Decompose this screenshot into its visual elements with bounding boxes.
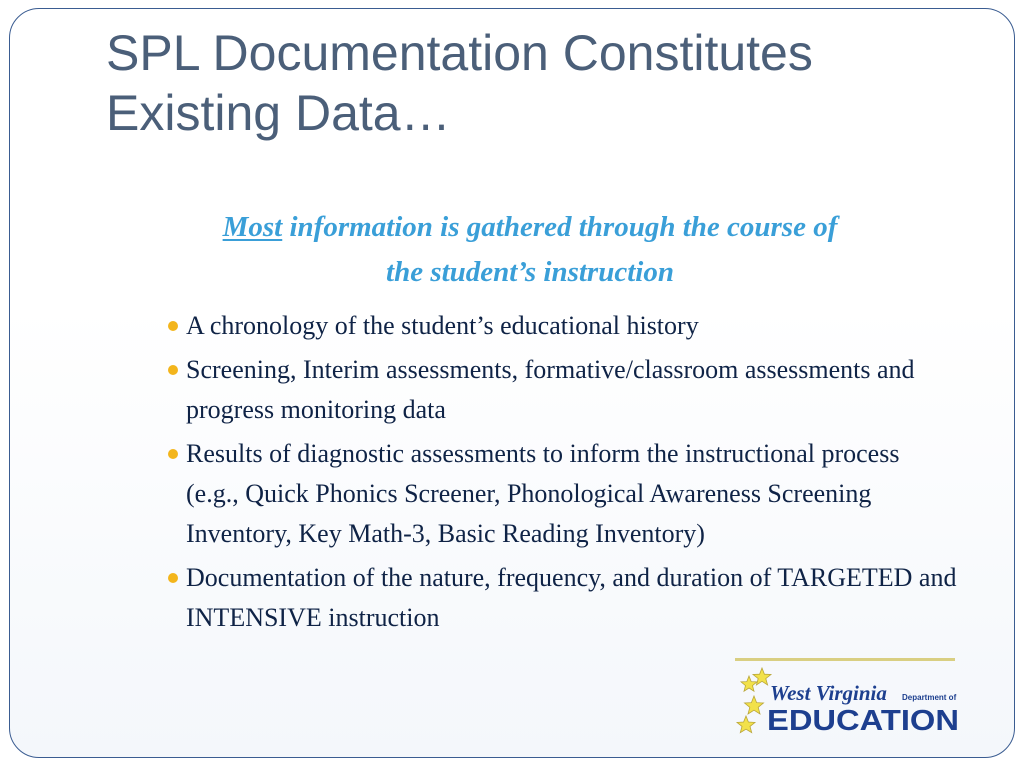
bullet-dot-icon (168, 573, 178, 583)
bullet-text: A chronology of the student’s educational history (186, 311, 699, 340)
bullet-dot-icon (168, 321, 178, 331)
subtitle-line-1: information is gathered through the course of (282, 211, 838, 243)
bullet-item (168, 350, 958, 430)
slide-frame (9, 8, 1015, 758)
logo-line-2: EDUCATION (767, 705, 959, 737)
slide-title-line-2: Existing Data… (106, 85, 451, 141)
bullet-item (168, 306, 958, 346)
slide-subtitle (90, 205, 970, 295)
bullet-item (168, 558, 958, 638)
logo-stars-icon (737, 668, 771, 733)
bullet-text: Screening, Interim assessments, formative/classroom assessments and progress monitoring data (186, 355, 915, 424)
bullet-dot-icon (168, 365, 178, 375)
bullet-text: Documentation of the nature, frequency, and duration of TARGETED and INTENSIVE instruction (186, 563, 957, 632)
bullet-text: Results of diagnostic assessments to inform the instructional process (e.g., Quick Phonics Screener, Phonological Awareness Screening Inventory, Key Math-3, Basic Reading Inventory) (186, 439, 900, 548)
slide-title-line-1: SPL Documentation Constitutes (106, 25, 813, 81)
bullet-dot-icon (168, 449, 178, 459)
slide-title (106, 23, 986, 143)
logo-line-1: West Virginia (770, 681, 887, 705)
wv-education-logo (732, 664, 962, 744)
bullet-list (168, 306, 958, 642)
logo-line-1-small: Department of (902, 693, 957, 702)
subtitle-emphasis: Most (222, 211, 283, 243)
bullet-item (168, 434, 958, 554)
logo-divider-line (735, 658, 955, 661)
subtitle-line-2: the student’s instruction (386, 256, 674, 288)
